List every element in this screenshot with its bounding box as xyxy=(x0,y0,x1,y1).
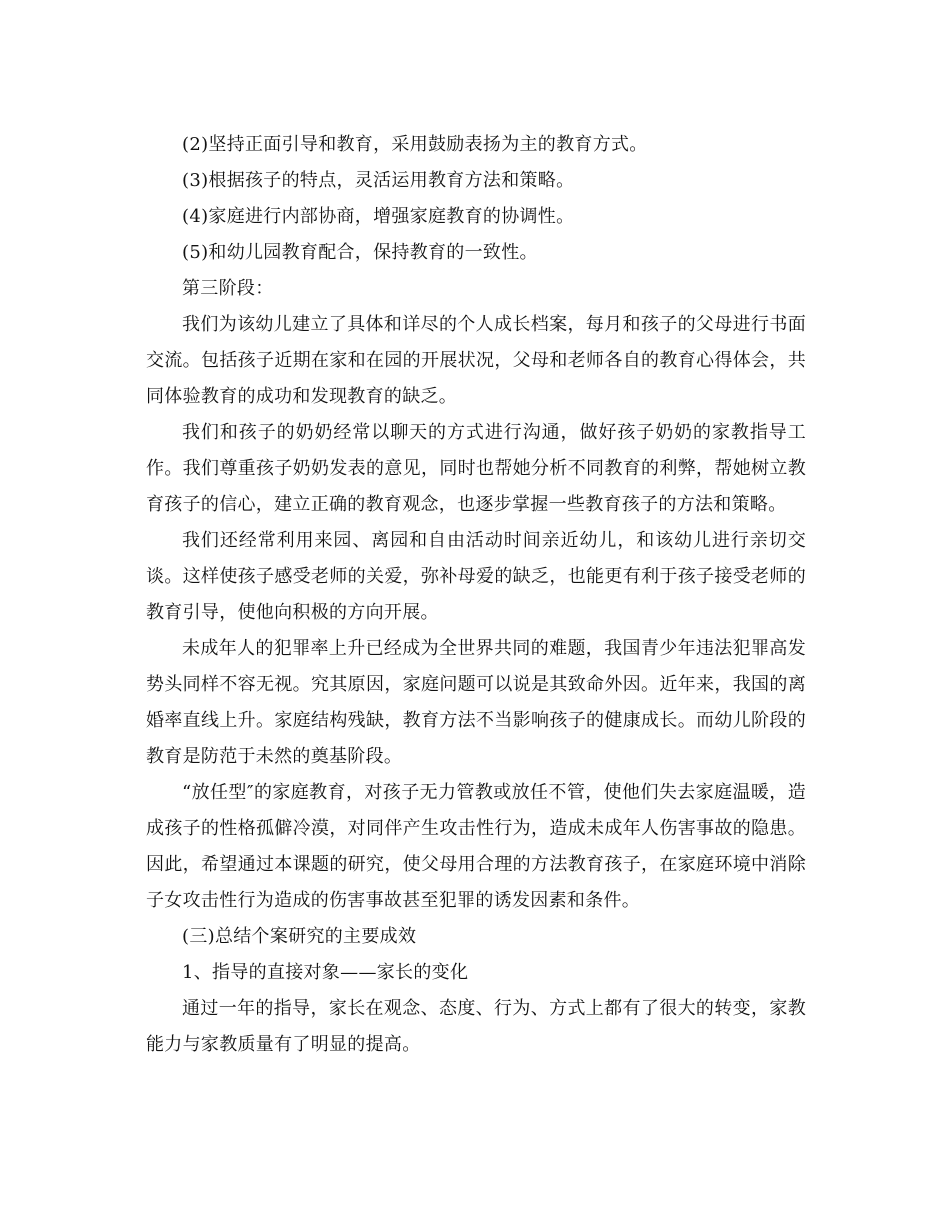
paragraph-4: (5)和幼儿园教育配合，保持教育的一致性。 xyxy=(182,242,538,263)
paragraph-6: 我们为该幼儿建立了具体和详尽的个人成长档案，每月和孩子的父母进行书面交流。包括孩子近期在家和在园的开展状况，父母和老师各自的教育心得体会，共同体验教育的成功和发现教育的缺乏。 xyxy=(146,314,806,407)
paragraph-1: (2)坚持正面引导和教育，采用鼓励表扬为主的教育方式。 xyxy=(182,134,648,155)
section-heading-stage-three: 第三阶段： xyxy=(182,278,274,299)
section-heading-results: (三)总结个案研究的主要成效 xyxy=(182,926,417,947)
paragraph-10: “放任型″的家庭教育，对孩子无力管教或放任不管，使他们失去家庭温暖，造成孩子的性格孤僻冷漠，对同伴产生攻击性行为，造成未成年人伤害事故的隐患。因此，希望通过本课题的研究，使父母用合理的方法教育孩子，在家庭环境中消除子女攻击性行为造成的伤害事故甚至犯罪的诱发因素和条件。 xyxy=(146,782,806,911)
subheading-parent-changes: 1、指导的直接对象——家长的变化 xyxy=(182,962,469,983)
paragraph-2: (3)根据孩子的特点，灵活运用教育方法和策略。 xyxy=(182,170,575,191)
paragraph-3: (4)家庭进行内部协商，增强家庭教育的协调性。 xyxy=(182,206,575,227)
paragraph-8: 我们还经常利用来园、离园和自由活动时间亲近幼儿，和该幼儿进行亲切交谈。这样使孩子感受老师的关爱，弥补母爱的缺乏，也能更有利于孩子接受老师的教育引导，使他向积极的方向开展。 xyxy=(146,530,806,623)
paragraph-7: 我们和孩子的奶奶经常以聊天的方式进行沟通，做好孩子奶奶的家教指导工作。我们尊重孩子奶奶发表的意见，同时也帮她分析不同教育的利弊，帮她树立教育孩子的信心，建立正确的教育观念，也逐步掌握一些教育孩子的方法和策略。 xyxy=(146,422,806,515)
paragraph-9: 未成年人的犯罪率上升已经成为全世界共同的难题，我国青少年违法犯罪高发势头同样不容无视。究其原因，家庭问题可以说是其致命外因。近年来，我国的离婚率直线上升。家庭结构残缺，教育方法不当影响孩子的健康成长。而幼儿阶段的教育是防范于未然的奠基阶段。 xyxy=(146,638,806,767)
paragraph-13: 通过一年的指导，家长在观念、态度、行为、方式上都有了很大的转变，家教能力与家教质量有了明显的提高。 xyxy=(146,998,806,1055)
document-body xyxy=(146,127,806,1063)
